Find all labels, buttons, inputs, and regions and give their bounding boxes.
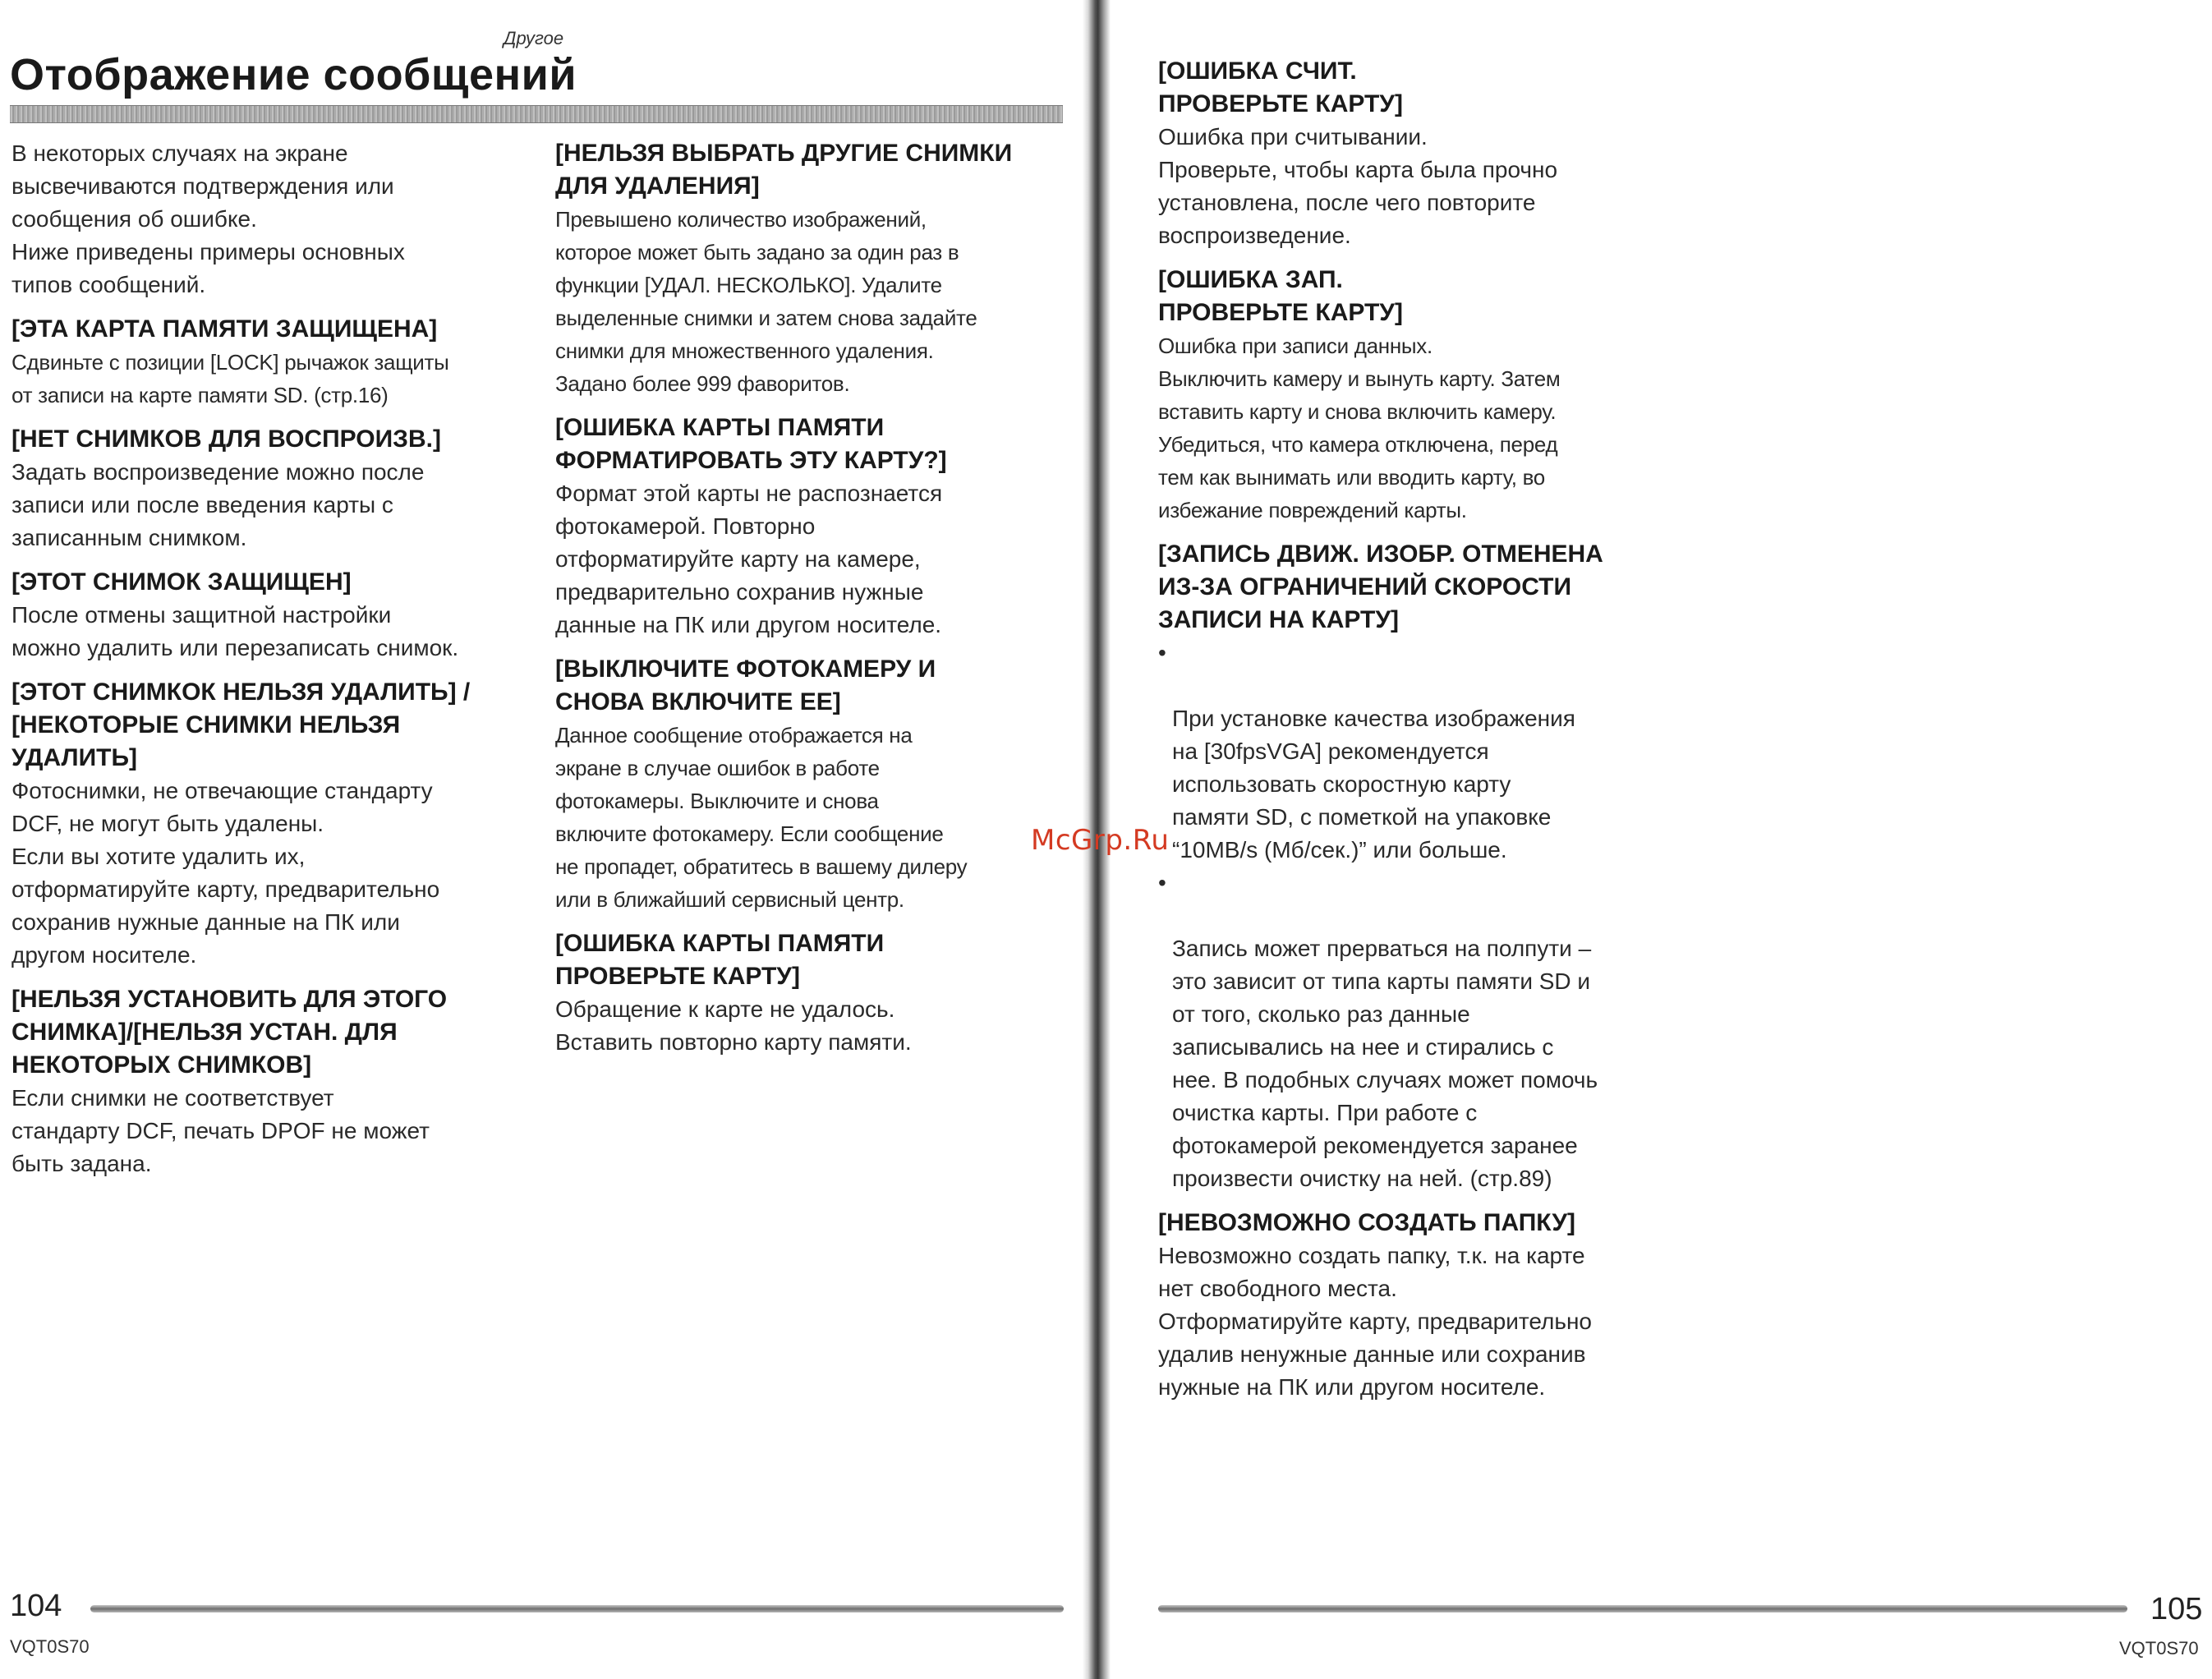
message-entry (11, 566, 537, 665)
message-body: Если снимки не соответствует стандарту DCF, печать DPOF не может быть задана. (11, 1085, 430, 1176)
message-body: Обращение к карте не удалось. Вставить повторно карту памяти. (555, 996, 912, 1055)
message-entry (11, 423, 537, 554)
message-heading: [ЭТОТ СНИМОК ЗАЩИЩЕН] (11, 568, 352, 596)
page-number: 104 (10, 1589, 62, 1623)
column-1 (11, 137, 537, 1192)
message-heading: [ОШИБКА КАРТЫ ПАМЯТИ ФОРМАТИРОВАТЬ ЭТУ КАРТУ?] (555, 414, 947, 474)
message-heading: [НЕЛЬЗЯ УСТАНОВИТЬ ДЛЯ ЭТОГО СНИМКА]/[НЕЛЬЗЯ УСТАН. ДЛЯ НЕКОТОРЫХ СНИМКОВ] (11, 986, 448, 1079)
bullet-icon: • (1158, 640, 1166, 665)
column-2 (555, 137, 1081, 1070)
message-heading: [ОШИБКА СЧИТ. ПРОВЕРЬТЕ КАРТУ] (1158, 58, 1403, 117)
message-heading: [ОШИБКА КАРТЫ ПАМЯТИ ПРОВЕРЬТЕ КАРТУ] (555, 930, 885, 990)
bullet-item (1158, 637, 1684, 867)
title-rule (10, 105, 1063, 123)
message-heading: [ВЫКЛЮЧИТЕ ФОТОКАМЕРУ И СНОВА ВКЛЮЧИТЕ ЕЕ] (555, 656, 936, 715)
message-entry (555, 653, 1081, 916)
message-entry (1158, 55, 1684, 252)
message-body: Фотоснимки, не отвечающие стандарту DCF, не могут быть удалены. Если вы хотите удалить их, отформатируйте карту, предварительно сохранив нужные данные на ПК или другом носителе. (11, 778, 440, 968)
watermark-text: McGrp.Ru (1031, 824, 1170, 857)
message-body: После отмены защитной настройки можно удалить или перезаписать снимок. (11, 602, 459, 660)
message-entry (11, 983, 537, 1180)
model-code: VQT0S70 (2119, 1638, 2199, 1658)
message-body: Сдвиньте с позиции [LOCK] рычажок защиты от записи на карте памяти SD. (стр.16) (11, 350, 449, 407)
model-code: VQT0S70 (10, 1636, 90, 1657)
left-page (0, 0, 1092, 1679)
message-entry (555, 137, 1081, 400)
message-body: Превышено количество изображений, которое может быть задано за один раз в функции [УДАЛ. НЕСКОЛЬКО]. Удалите выделенные снимки и затем снова задайте снимки для множественного удаления. Задано более 999 фаворитов. (555, 207, 977, 396)
footer-rule (1158, 1605, 2127, 1612)
message-body: Ошибка при считывании. Проверьте, чтобы карта была прочно установлена, после чего повторите воспроизведение. (1158, 124, 1558, 248)
intro-text: В некоторых случаях на экране высвечиваются подтверждения или сообщения об ошибке. Ниже приведены примеры основных типов сообщений. (11, 140, 405, 297)
footer-rule (90, 1605, 1064, 1612)
page-number: 105 (2150, 1592, 2203, 1626)
bullet-icon: • (1158, 870, 1166, 895)
bullet-text: Запись может прерваться на полпути – это зависит от типа карты памяти SD и от того, сколько раз данные записывались на нее и стирались с нее. В подобных случаях может помочь очистка карты. При работе с фотокамерой рекомендуется заранее произвести очистку на ней. (стр.89) (1172, 936, 1598, 1191)
message-body: Ошибка при записи данных. Выключить камеру и вынуть карту. Затем вставить карту и снова включить камеру. Убедиться, что камера отключена, перед тем как вынимать или вводить карту, во избежание повреждений карты. (1158, 334, 1561, 522)
message-body: Данное сообщение отображается на экране в случае ошибок в работе фотокамеры. Выключите и снова включите фотокамеру. Если сообщение не пропадет, обратитесь в вашему дилеру или в ближайший сервисный центр. (555, 723, 968, 912)
message-heading: [ЭТА КАРТА ПАМЯТИ ЗАЩИЩЕНА] (11, 315, 438, 343)
message-heading: [НЕТ СНИМКОВ ДЛЯ ВОСПРОИЗВ.] (11, 426, 441, 453)
page-title: Отображение сообщений (10, 50, 577, 99)
message-body: Формат этой карты не распознается фотокамерой. Повторно отформатируйте карту на камере, предварительно сохранив нужные данные на ПК или другом носителе. (555, 481, 943, 637)
message-entry (1158, 264, 1684, 527)
message-heading: [ЗАПИСЬ ДВИЖ. ИЗОБР. ОТМЕНЕНА ИЗ-ЗА ОГРАНИЧЕНИЙ СКОРОСТИ ЗАПИСИ НА КАРТУ] (1158, 540, 1603, 633)
message-heading: [ОШИБКА ЗАП. ПРОВЕРЬТЕ КАРТУ] (1158, 266, 1403, 326)
message-entry (11, 676, 537, 972)
section-label: Другое (504, 28, 564, 48)
column-3 (1158, 55, 1684, 1415)
bullet-item (1158, 867, 1684, 1195)
message-heading: [НЕЛЬЗЯ ВЫБРАТЬ ДРУГИЕ СНИМКИ ДЛЯ УДАЛЕНИЯ] (555, 140, 1013, 200)
bullet-text: При установке качества изображения на [30fpsVGA] рекомендуется использовать скоростную карту памяти SD, с пометкой на упаковке “10MB/s (Мб/сек.)” или больше. (1172, 706, 1575, 862)
message-heading: [НЕВОЗМОЖНО СОЗДАТЬ ПАПКУ] (1158, 1209, 1576, 1236)
message-entry (1158, 1207, 1684, 1404)
message-heading: [ЭТОТ СНИМКОК НЕЛЬЗЯ УДАЛИТЬ] / [НЕКОТОРЫЕ СНИМКИ НЕЛЬЗЯ УДАЛИТЬ] (11, 678, 471, 771)
right-page (1101, 0, 2212, 1679)
message-entry (1158, 538, 1684, 1195)
message-body: Невозможно создать папку, т.к. на карте нет свободного места. Отформатируйте карту, предварительно удалив ненужные данные или сохранив нужные на ПК или другом носителе. (1158, 1243, 1592, 1400)
message-entry (11, 313, 537, 412)
message-entry (555, 412, 1081, 642)
message-entry (555, 927, 1081, 1059)
message-body: Задать воспроизведение можно после записи или после введения карты с записанным снимком. (11, 459, 425, 550)
